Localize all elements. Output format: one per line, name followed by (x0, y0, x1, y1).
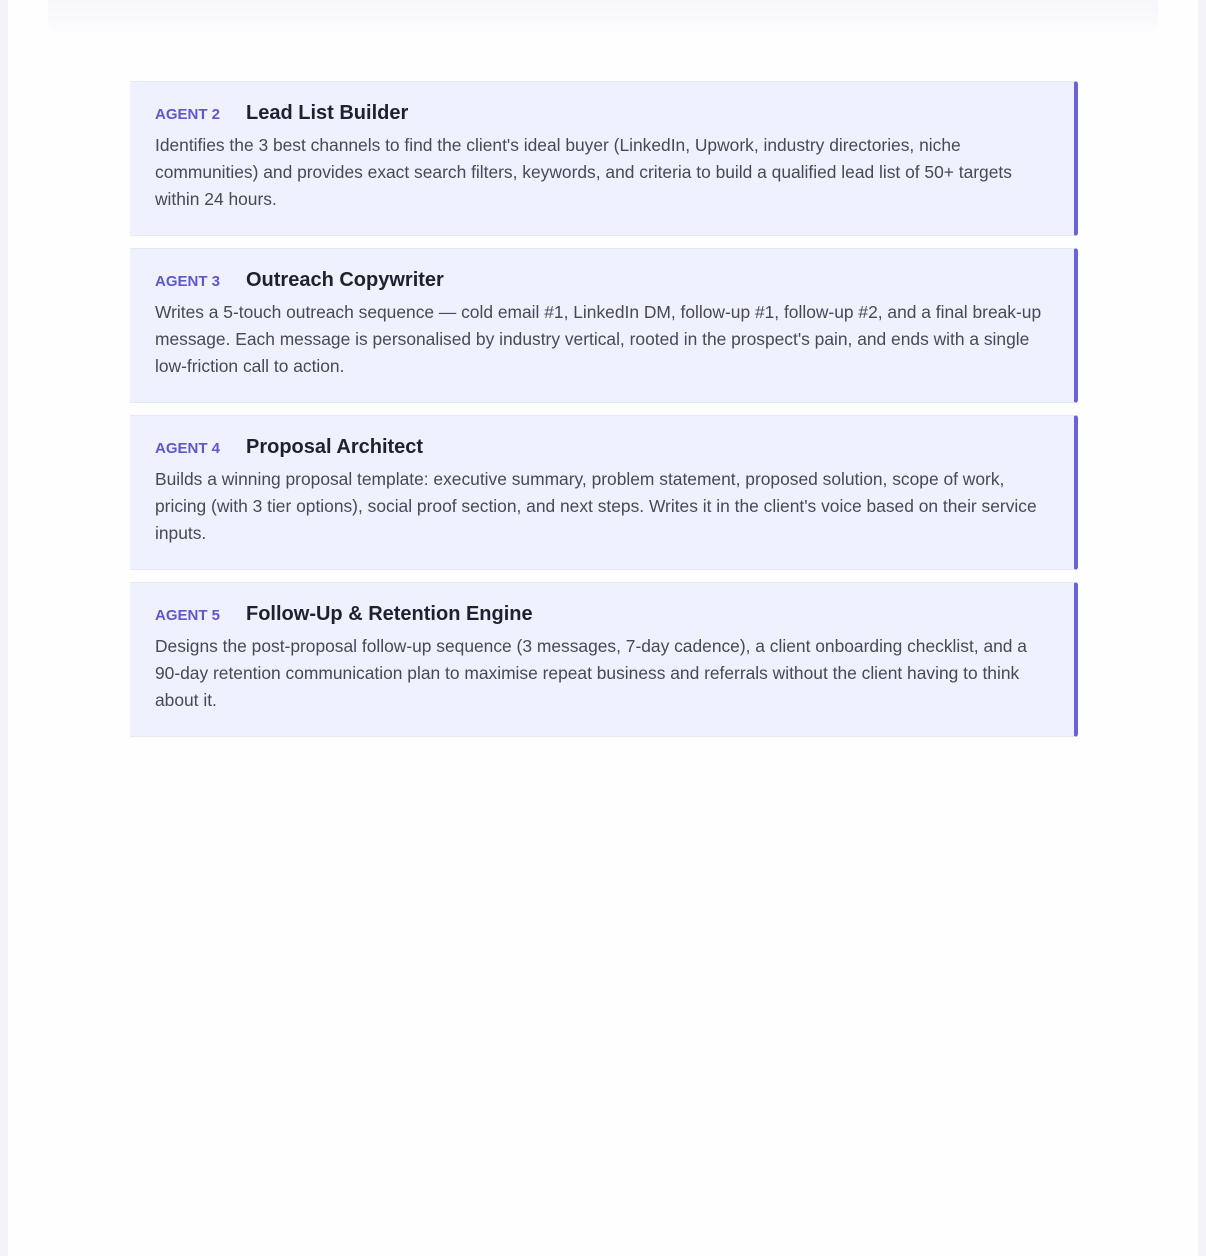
agent-card-4 (130, 415, 1078, 570)
agent-number-label: AGENT 4 (155, 440, 221, 457)
agent-description: Designs the post-proposal follow-up sequence (3 messages, 7-day cadence), a client onboarding checklist, and a 90-day retention communication plan to maximise repeat business and referrals without the client having to think about it. (155, 636, 1027, 710)
agent-card-2 (130, 81, 1078, 236)
agent-card-header (155, 102, 1052, 125)
agent-list (130, 81, 1078, 749)
agent-title: Follow-Up & Retention Engine (246, 603, 533, 625)
agent-title: Proposal Architect (246, 436, 424, 458)
agent-card-header (155, 603, 1052, 626)
document-page (8, 0, 1198, 1256)
agent-description: Identifies the 3 best channels to find the client's ideal buyer (LinkedIn, Upwork, industry directories, niche communities) and provides exact search filters, keywords, and criteria to build a qualified lead list of 50+ targets within 24 hours. (155, 135, 1012, 209)
agent-card-header (155, 269, 1052, 292)
agent-description: Writes a 5-touch outreach sequence — cold email #1, LinkedIn DM, follow-up #1, follow-up #2, and a final break-up message. Each message is personalised by industry vertical, rooted in the prospect's pain, and ends with a single low-friction call to action. (155, 302, 1042, 376)
agent-title: Outreach Copywriter (246, 269, 444, 291)
agent-description: Builds a winning proposal template: executive summary, problem statement, proposed solution, scope of work, pricing (with 3 tier options), social proof section, and next steps. Writes it in the client's voice based on their service inputs. (155, 469, 1037, 543)
agent-card-3 (130, 248, 1078, 403)
agent-card-header (155, 436, 1052, 459)
header-band (48, 0, 1158, 34)
agent-number-label: AGENT 5 (155, 607, 221, 624)
agent-number-label: AGENT 3 (155, 273, 221, 290)
agent-number-label: AGENT 2 (155, 106, 221, 123)
agent-card-5 (130, 582, 1078, 737)
agent-title: Lead List Builder (246, 102, 409, 124)
